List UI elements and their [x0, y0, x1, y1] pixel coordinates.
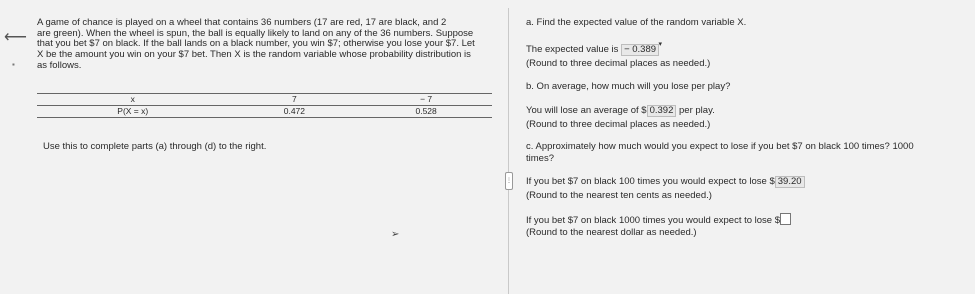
panel-resize-handle[interactable]: ⋮ [505, 172, 513, 190]
part-c-question-line1: c. Approximately how much would you expect to lose if you bet $7 on black 100 times? 1000 [526, 141, 914, 152]
part-a-answer-line [526, 41, 663, 56]
problem-line: A game of chance is played on a wheel that contains 36 numbers (17 are red, 17 are black, and 2 [37, 17, 447, 28]
part-c-1000-note: (Round to the nearest dollar as needed.) [526, 227, 697, 238]
part-c-100-answer: 39.20 [777, 176, 802, 187]
part-a-answer: − 0.389 [624, 44, 657, 55]
table-cell: x [37, 94, 229, 106]
table-cell: 0.528 [360, 106, 492, 118]
part-b-prefix: You will lose an average of $ [526, 105, 647, 116]
part-b-answer: 0.392 [649, 105, 674, 116]
panel-divider [508, 8, 509, 294]
table-row [37, 94, 492, 106]
part-a-answer-box[interactable] [621, 41, 663, 56]
part-b-answer-box[interactable] [647, 105, 677, 117]
table-cell: P(X = x) [37, 106, 229, 118]
problem-statement [37, 18, 492, 72]
table-row [37, 106, 492, 118]
part-a-question: a. Find the expected value of the random variable X. [526, 17, 747, 28]
problem-line: are green). When the wheel is spun, the ball is equally likely to land on any of the 36 numbers. Suppose [37, 27, 474, 39]
probability-distribution-table [37, 93, 492, 118]
part-c-100-prefix: If you bet $7 on black 100 times you would expect to lose $ [526, 176, 775, 187]
problem-line: that you bet $7 on black. If the ball lands on a black number, you win $7; otherwise you lose your $7. Let [37, 38, 475, 50]
table-cell: 0.472 [229, 106, 361, 118]
bullet-icon: ▪ [12, 60, 15, 69]
part-a-note: (Round to three decimal places as needed.) [526, 58, 711, 69]
part-c-1000-prefix: If you bet $7 on black 1000 times you would expect to lose $ [526, 215, 781, 226]
part-c-1000-answer-input[interactable] [780, 213, 791, 225]
part-b-note: (Round to three decimal places as needed.) [526, 119, 711, 130]
check-icon: ▾ [658, 41, 663, 48]
part-b-suffix: per play. [679, 105, 715, 116]
mouse-cursor-icon: ➢ [391, 229, 400, 240]
part-c-100-note: (Round to the nearest ten cents as needed.) [526, 190, 712, 201]
table-cell: − 7 [360, 94, 492, 106]
back-arrow-icon[interactable]: ⟵ [4, 29, 27, 46]
part-b-question: b. On average, how much will you lose per play? [526, 81, 731, 92]
part-c-1000-answer-line [526, 213, 791, 226]
part-c-100-answer-box[interactable] [775, 176, 805, 188]
problem-panel [37, 18, 492, 72]
part-c-question-line2: times? [526, 153, 554, 164]
problem-line: X be the amount you win on your $7 bet. Then X is the random variable whose probability distribution is [37, 49, 471, 61]
part-c-100-answer-line [526, 176, 805, 188]
part-a-prefix: The expected value is [526, 44, 619, 55]
problem-line: as follows. [37, 59, 82, 71]
instruction-text: Use this to complete parts (a) through (d) to the right. [43, 141, 267, 152]
table-cell: 7 [229, 94, 361, 106]
part-b-answer-line [526, 105, 715, 117]
